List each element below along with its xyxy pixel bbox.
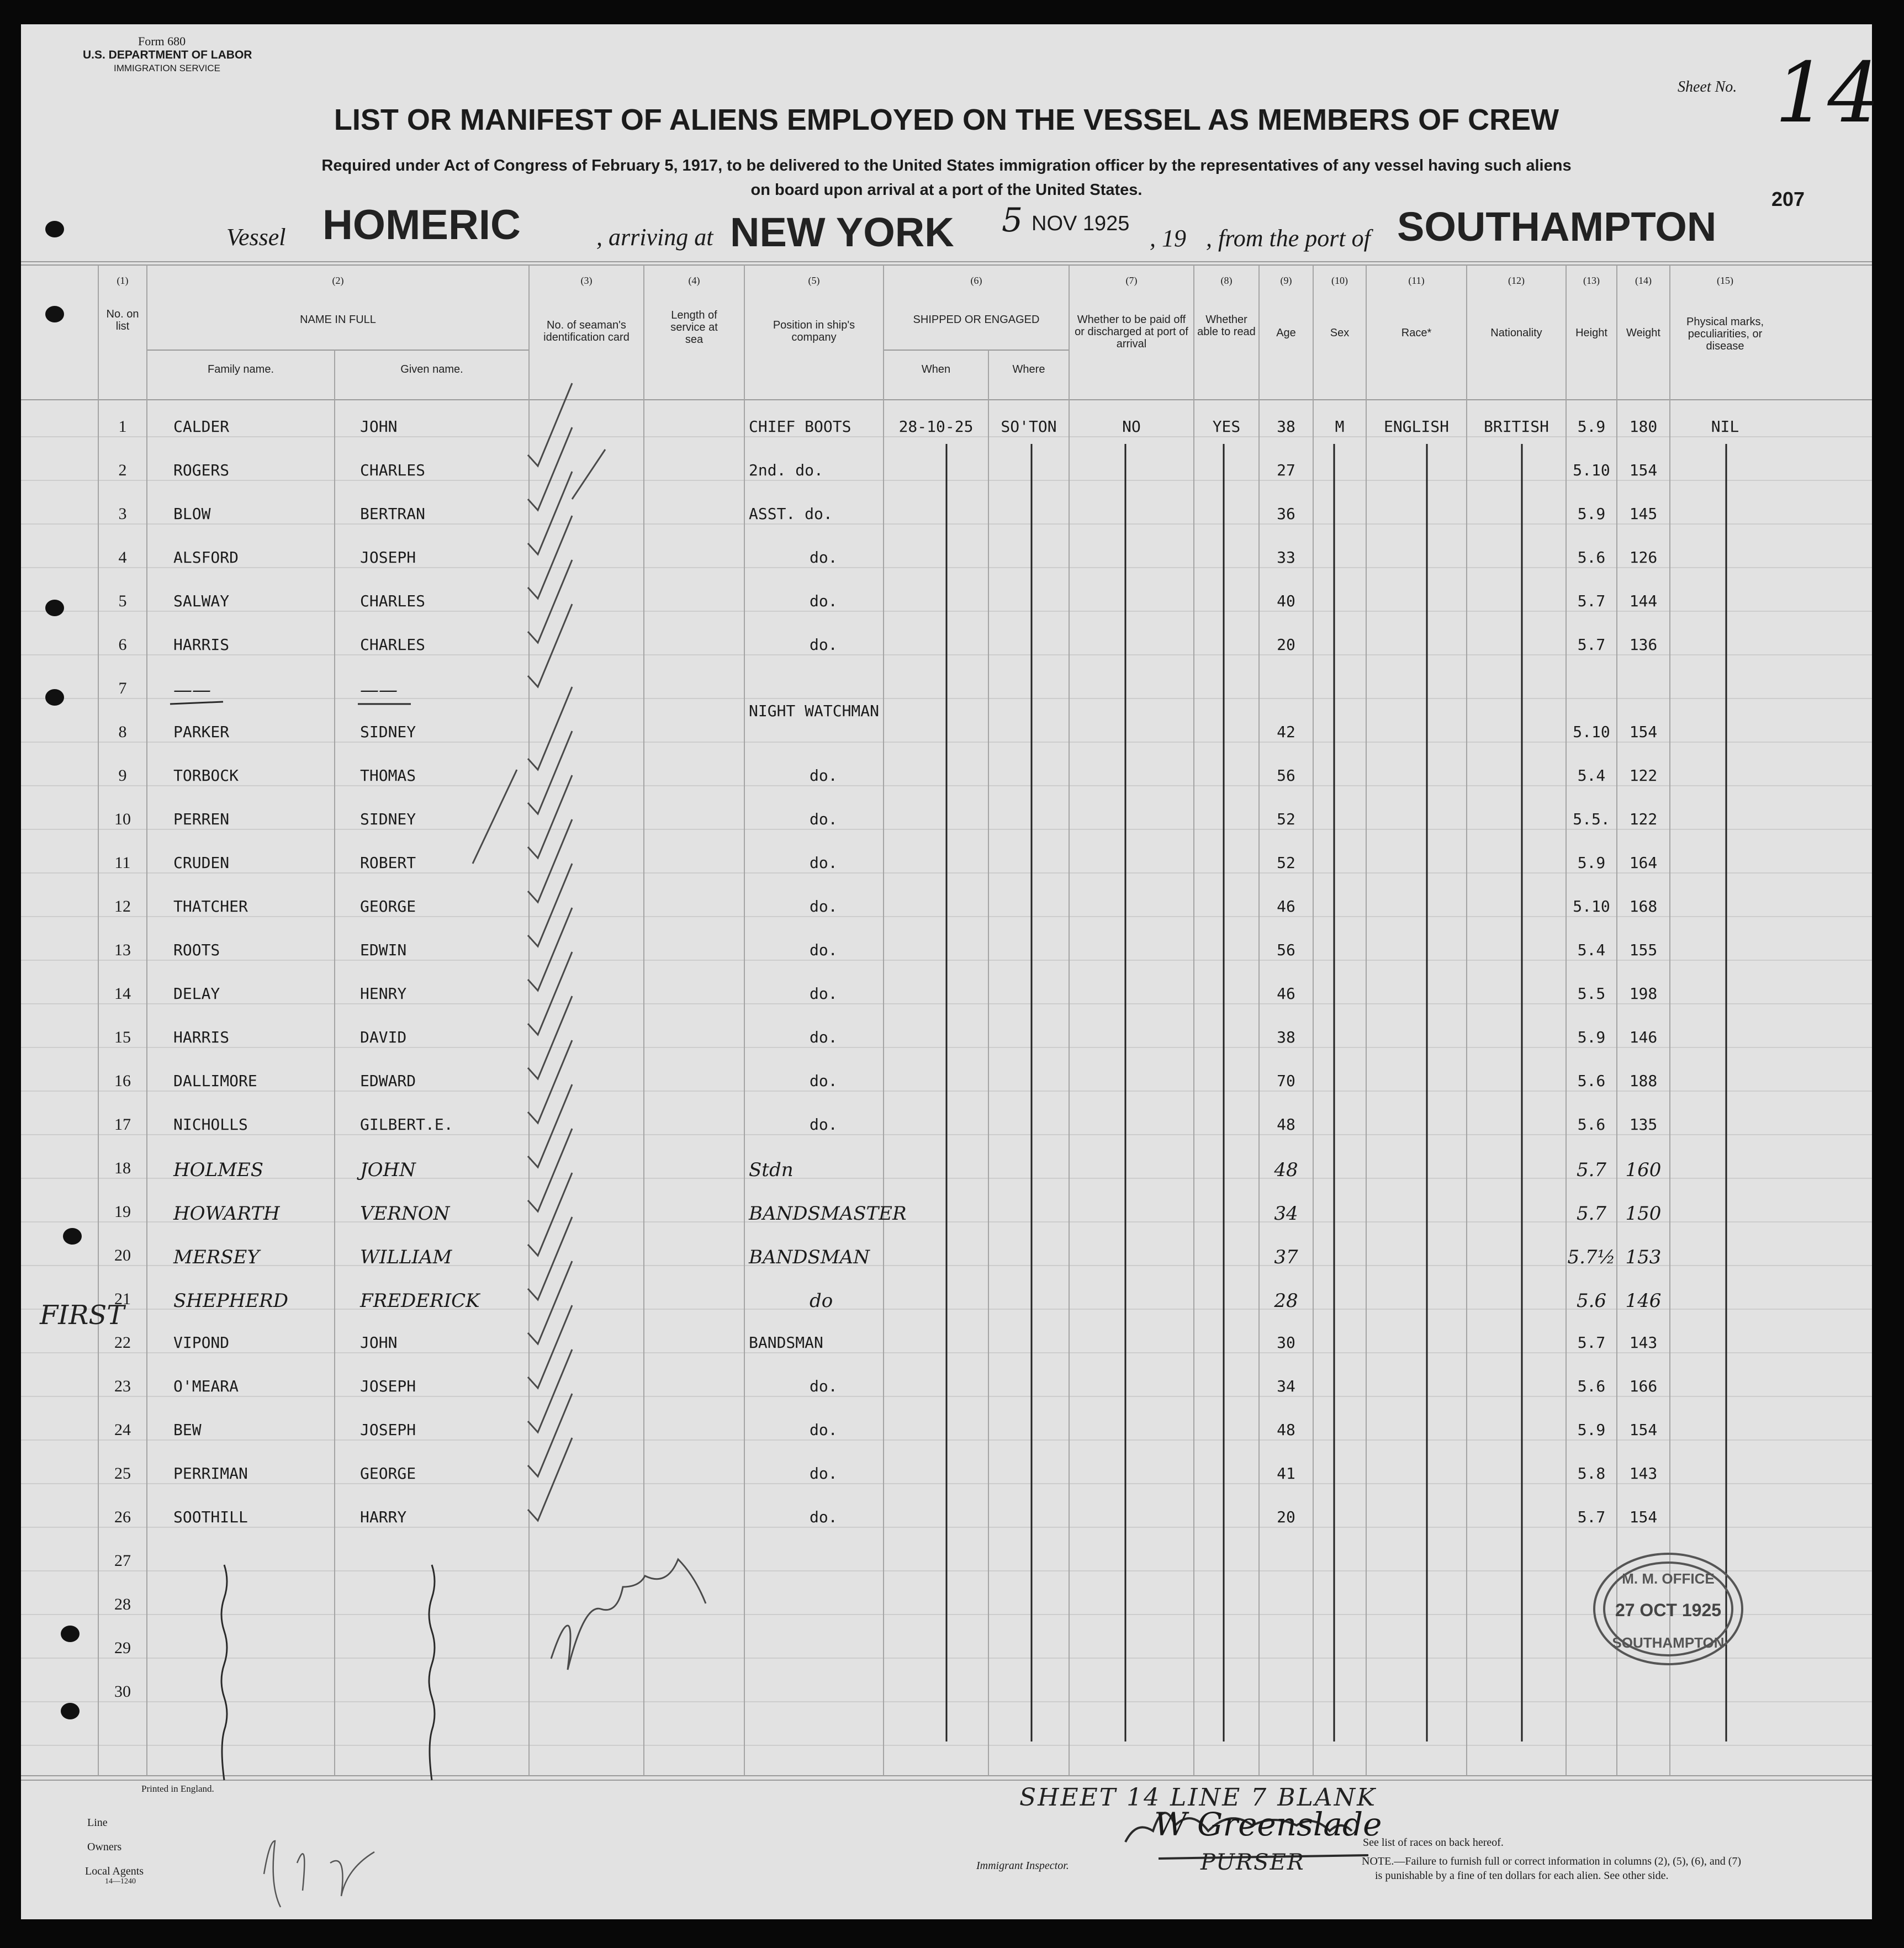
row-given: JOHN: [360, 417, 398, 436]
row-age: 20: [1277, 1508, 1295, 1526]
header-where: Where: [1012, 363, 1045, 375]
blank-line-note: SHEET 14 LINE 7 BLANK: [1019, 1783, 1377, 1812]
vessel-name: HOMERIC: [322, 202, 521, 248]
row1-physical: NIL: [1711, 417, 1739, 436]
row-no: 3: [118, 505, 127, 523]
punch-hole: [63, 1228, 82, 1245]
row-height: 5.6: [1577, 1115, 1606, 1134]
row-no: 13: [114, 941, 131, 959]
row-position: do.: [810, 854, 838, 872]
row-weight: 122: [1629, 810, 1658, 828]
header-shipped-engaged: SHIPPED OR ENGAGED: [913, 314, 1040, 326]
row-height: 5.6: [1577, 548, 1606, 567]
row-given: HENRY: [360, 984, 407, 1003]
year-label: , 19: [1150, 225, 1186, 252]
row-family: SOOTHILL: [173, 1508, 248, 1526]
row-family: DALLIMORE: [173, 1072, 257, 1090]
row-weight: 154: [1629, 1508, 1658, 1526]
row-age: 37: [1274, 1246, 1298, 1268]
row-position: BANDSMAN: [749, 1333, 823, 1352]
row-family: VIPOND: [173, 1333, 230, 1352]
row-weight: 154: [1629, 1421, 1658, 1439]
row-position: do: [810, 1290, 833, 1312]
form-number: Form 680: [138, 34, 186, 48]
row-no: 27: [114, 1552, 131, 1570]
from-port-label: , from the port of: [1206, 225, 1371, 252]
row-position: do.: [810, 941, 838, 959]
row-height: 5.9: [1577, 505, 1606, 523]
stamp-bottom: SOUTHAMPTON: [1612, 1634, 1725, 1651]
row-weight: 150: [1625, 1203, 1662, 1225]
row-given: CHARLES: [360, 592, 426, 610]
row-height: 5.4: [1577, 766, 1606, 785]
row-family: ALSFORD: [173, 548, 239, 567]
margin-note-first: FIRST: [40, 1300, 125, 1331]
row-age: 28: [1274, 1290, 1298, 1312]
row-no: 29: [114, 1639, 131, 1657]
header-height: Height: [1575, 327, 1607, 339]
row-given: GILBERT.E.: [360, 1115, 453, 1134]
row-family: TORBOCK: [173, 766, 239, 785]
arrival-date-stamp: NOV 1925: [1032, 212, 1130, 235]
row-no: 16: [114, 1072, 131, 1090]
col-num-12: (12): [1508, 275, 1525, 286]
row-given: SIDNEY: [360, 723, 416, 741]
row-age: 48: [1277, 1421, 1295, 1439]
row-no: 12: [114, 897, 131, 915]
owners-label: Owners: [87, 1841, 122, 1853]
row-height: 5.7: [1576, 1159, 1607, 1181]
row-family: MERSEY: [173, 1246, 260, 1268]
punch-hole: [61, 1626, 80, 1642]
page-number: 207: [1771, 188, 1805, 210]
row-family: PARKER: [173, 723, 230, 741]
row-no: 15: [114, 1028, 131, 1046]
row1-shipped-when: 28-10-25: [898, 417, 974, 436]
col-num-14: (14): [1635, 275, 1652, 286]
arriving-label: , arriving at: [596, 224, 713, 251]
manifest-sheet: [21, 24, 1880, 1919]
row-given: FREDERICK: [360, 1290, 480, 1312]
header-position: Position in ship's company: [773, 319, 855, 343]
punch-hole: [45, 221, 64, 237]
row-no: 2: [118, 461, 127, 479]
header-nationality: Nationality: [1490, 327, 1542, 339]
row-no: 14: [114, 984, 131, 1003]
row1-race: ENGLISH: [1383, 417, 1449, 436]
col-num-11: (11): [1408, 275, 1425, 286]
row-no: 28: [114, 1595, 131, 1613]
row-no: 20: [114, 1246, 131, 1264]
row-family: ROGERS: [173, 461, 230, 479]
row-no: 25: [114, 1464, 131, 1483]
row-height: 5.5: [1577, 984, 1606, 1003]
row-no: 4: [118, 548, 127, 567]
row-family: THATCHER: [173, 897, 248, 915]
row-family: BEW: [173, 1421, 202, 1439]
row-age: 46: [1277, 984, 1295, 1003]
row-given: SIDNEY: [360, 810, 416, 828]
row-given: EDWARD: [360, 1072, 416, 1090]
row-weight: 166: [1629, 1377, 1658, 1395]
fine-note-1: NOTE.—Failure to furnish full or correct information in columns (2), (5), (6), and (7): [1362, 1855, 1742, 1867]
header-no-on-list: No. on list: [106, 308, 139, 332]
row-weight: 188: [1629, 1072, 1658, 1090]
row-no: 19: [114, 1203, 131, 1221]
row-height: 5.7: [1577, 1508, 1606, 1526]
col-num-2: (2): [332, 275, 344, 286]
col-num-4: (4): [688, 275, 700, 286]
row-family: BLOW: [173, 505, 211, 523]
header-given-name: Given name.: [400, 363, 463, 375]
col-num-3: (3): [580, 275, 593, 286]
row-given: ROBERT: [360, 854, 416, 872]
row-weight: 136: [1629, 636, 1658, 654]
header-family-name: Family name.: [207, 363, 274, 375]
agents-code: 14—1240: [105, 1877, 136, 1886]
row-family: DELAY: [173, 984, 220, 1003]
row-family: HARRIS: [173, 1028, 230, 1046]
punch-hole: [45, 600, 64, 616]
header-name-in-full: NAME IN FULL: [300, 314, 376, 326]
row-height: 5.9: [1577, 1028, 1606, 1046]
row-position: BANDSMAN: [749, 1246, 870, 1268]
row1-sex: M: [1335, 417, 1345, 436]
row-family: PERRIMAN: [173, 1464, 248, 1483]
col-num-5: (5): [808, 275, 820, 286]
row-position: do.: [810, 766, 838, 785]
row-position: do.: [810, 810, 838, 828]
row-no: 10: [114, 810, 131, 828]
row-age: 33: [1277, 548, 1295, 567]
row-given: CHARLES: [360, 461, 426, 479]
row-age: 34: [1277, 1377, 1295, 1395]
row-height: 5.7½: [1567, 1246, 1616, 1268]
col-num-10: (10): [1331, 275, 1348, 286]
row-weight: 153: [1625, 1246, 1662, 1268]
sheet-number: 14: [1775, 45, 1880, 141]
row-height: 5.5.: [1573, 810, 1610, 828]
row-position: do.: [810, 548, 838, 567]
service-name: IMMIGRATION SERVICE: [114, 63, 221, 73]
row-given: VERNON: [360, 1203, 450, 1225]
row-family: O'MEARA: [173, 1377, 239, 1395]
row-age: 52: [1277, 810, 1295, 828]
form-subtitle-2: on board upon arrival at a port of the United States.: [750, 181, 1143, 199]
header-physical: Physical marks, peculiarities, or disease: [1686, 316, 1764, 352]
row-family: PERREN: [173, 810, 230, 828]
department-name: U.S. DEPARTMENT OF LABOR: [83, 49, 252, 61]
fine-note-2: is punishable by a fine of ten dollars for each alien. See other side.: [1375, 1870, 1669, 1882]
stamp-top: M. M. OFFICE: [1622, 1570, 1715, 1587]
row-no: 9: [118, 766, 127, 785]
col-num-8: (8): [1220, 275, 1233, 286]
row-age: 56: [1277, 941, 1295, 959]
row-family: HOLMES: [173, 1159, 264, 1181]
row-given: GEORGE: [360, 1464, 416, 1483]
row-height: 5.7: [1577, 636, 1606, 654]
row-age: 56: [1277, 766, 1295, 785]
row-position: 2nd. do.: [749, 461, 823, 479]
row-age: 36: [1277, 505, 1295, 523]
row-position: do.: [810, 592, 838, 610]
row-position: do.: [810, 897, 838, 915]
row-position: do.: [810, 1421, 838, 1439]
row-no: 8: [118, 723, 127, 741]
punch-hole: [45, 689, 64, 706]
row-given: JOSEPH: [360, 548, 416, 567]
row-no: 26: [114, 1508, 131, 1526]
header-weight: Weight: [1626, 327, 1660, 339]
row-weight: 164: [1629, 854, 1658, 872]
row-position: ASST. do.: [749, 505, 833, 523]
row1-paid-off: NO: [1122, 417, 1141, 436]
arrival-day: 5: [1002, 201, 1023, 240]
row-position: do.: [810, 1115, 838, 1134]
row1-able-read: YES: [1212, 417, 1241, 436]
row-family: HOWARTH: [173, 1203, 280, 1225]
row-age: 52: [1277, 854, 1295, 872]
purser-signature: W Greenslade: [1154, 1806, 1382, 1843]
row-no: 21: [114, 1290, 131, 1308]
row1-nationality: BRITISH: [1483, 417, 1549, 436]
punch-hole: [61, 1703, 80, 1719]
row-age: 30: [1277, 1333, 1295, 1352]
row-weight: 198: [1629, 984, 1658, 1003]
row-family: NICHOLLS: [173, 1115, 248, 1134]
row-age: 38: [1277, 1028, 1295, 1046]
row-position: do.: [810, 1464, 838, 1483]
row-age: 34: [1274, 1203, 1298, 1225]
row-weight: 144: [1629, 592, 1658, 610]
row-given: CHARLES: [360, 636, 426, 654]
row-height: 5.6: [1577, 1377, 1606, 1395]
row-weight: 154: [1629, 723, 1658, 741]
row-given: JOHN: [360, 1159, 416, 1181]
row-height: 5.7: [1577, 592, 1606, 610]
row-weight: 168: [1629, 897, 1658, 915]
row-no: 1: [118, 417, 127, 436]
row-height: 5.9: [1577, 1421, 1606, 1439]
row-position: do.: [810, 984, 838, 1003]
row-height: 5.10: [1573, 723, 1610, 741]
vessel-label: Vessel: [226, 224, 286, 251]
row-height: 5.10: [1573, 897, 1610, 915]
header-able-read: Whether able to read: [1197, 314, 1256, 338]
header-id-card: No. of seaman's identification card: [543, 319, 630, 343]
stamp-date: 27 OCT 1925: [1615, 1600, 1722, 1620]
row-position: do.: [810, 1377, 838, 1395]
row-given: THOMAS: [360, 766, 416, 785]
row-position: do.: [810, 636, 838, 654]
row-given: DAVID: [360, 1028, 407, 1046]
races-note: See list of races on back hereof.: [1363, 1836, 1504, 1849]
row-given: JOHN: [360, 1333, 398, 1352]
arrival-port: NEW YORK: [730, 209, 954, 255]
row-position: do.: [810, 1072, 838, 1090]
col-num-1: (1): [117, 275, 129, 286]
row-height: 5.6: [1576, 1290, 1607, 1312]
row-given: JOSEPH: [360, 1377, 416, 1395]
row-age: 38: [1277, 417, 1295, 436]
row-height: 5.7: [1576, 1203, 1607, 1225]
row-age: 20: [1277, 636, 1295, 654]
row-weight: 135: [1629, 1115, 1658, 1134]
row-given: JOSEPH: [360, 1421, 416, 1439]
row-age: 48: [1274, 1159, 1298, 1181]
row-weight: 126: [1629, 548, 1658, 567]
row-age: 27: [1277, 461, 1295, 479]
purser-label: PURSER: [1200, 1850, 1305, 1875]
row-no: 17: [114, 1115, 131, 1134]
form-subtitle-1: Required under Act of Congress of February 5, 1917, to be delivered to the United States immigration officer by the representatives of any vessel having such aliens: [321, 157, 1572, 174]
row-family: SALWAY: [173, 592, 230, 610]
header-race: Race*: [1401, 327, 1432, 339]
row-given: ——: [360, 679, 398, 701]
punch-hole: [45, 306, 64, 322]
row-family: ——: [173, 679, 211, 701]
row-no: 23: [114, 1377, 131, 1395]
row-height: 5.8: [1577, 1464, 1606, 1483]
row-age: 42: [1277, 723, 1295, 741]
row-weight: 154: [1629, 461, 1658, 479]
row-family: SHEPHERD: [173, 1290, 288, 1312]
col-num-7: (7): [1125, 275, 1138, 286]
row-no: 7: [118, 679, 127, 697]
inspector-label: Immigrant Inspector.: [976, 1860, 1069, 1872]
row-age: 40: [1277, 592, 1295, 610]
col-num-6: (6): [970, 275, 982, 286]
row-no: 18: [114, 1159, 131, 1177]
row-weight: 146: [1625, 1290, 1662, 1312]
row-height: 5.7: [1577, 1333, 1606, 1352]
row-height: 5.10: [1573, 461, 1610, 479]
row-height: 5.6: [1577, 1072, 1606, 1090]
row-height: 5.4: [1577, 941, 1606, 959]
row-age: 41: [1277, 1464, 1295, 1483]
row-weight: 143: [1629, 1333, 1658, 1352]
row-no: 11: [114, 854, 131, 872]
row-age: 48: [1277, 1115, 1295, 1134]
col-num-9: (9): [1280, 275, 1292, 286]
row-given: GEORGE: [360, 897, 416, 915]
row-weight: 146: [1629, 1028, 1658, 1046]
row-given: WILLIAM: [360, 1246, 452, 1268]
row-family: ROOTS: [173, 941, 220, 959]
row-height: 5.9: [1577, 854, 1606, 872]
row1-shipped-where: SO'TON: [1001, 417, 1057, 436]
row-given: EDWIN: [360, 941, 407, 959]
row-family: HARRIS: [173, 636, 230, 654]
form-title: LIST OR MANIFEST OF ALIENS EMPLOYED ON THE VESSEL AS MEMBERS OF CREW: [334, 103, 1559, 136]
row-position: BANDSMASTER: [749, 1203, 907, 1225]
row-age: 70: [1277, 1072, 1295, 1090]
row-weight: 143: [1629, 1464, 1658, 1483]
row-no: 24: [114, 1421, 131, 1439]
col-num-13: (13): [1583, 275, 1600, 286]
row-age: 46: [1277, 897, 1295, 915]
col-num-15: (15): [1717, 275, 1733, 286]
row-no: 30: [114, 1682, 131, 1701]
header-paid-off: Whether to be paid off or discharged at port of arrival: [1075, 314, 1188, 350]
row-position: CHIEF BOOTS: [749, 417, 851, 436]
agents-label: Local Agents: [85, 1865, 144, 1877]
row-height: 5.9: [1577, 417, 1606, 436]
departure-port: SOUTHAMPTON: [1397, 204, 1717, 250]
row-given: HARRY: [360, 1508, 407, 1526]
row-no: 22: [114, 1333, 131, 1352]
row-position: Stdn: [749, 1159, 794, 1181]
printed-in: Printed in England.: [141, 1783, 214, 1794]
header-length-service: Length of service at sea: [670, 309, 718, 346]
row-no: 5: [118, 592, 127, 610]
row-given: BERTRAN: [360, 505, 426, 523]
row-no: 6: [118, 636, 127, 654]
row-position: do.: [810, 1028, 838, 1046]
row-weight: 160: [1625, 1159, 1662, 1181]
row-weight: 180: [1629, 417, 1658, 436]
sheet-label: Sheet No.: [1678, 78, 1737, 96]
header-sex: Sex: [1330, 327, 1350, 339]
row-position: NIGHT WATCHMAN: [749, 702, 880, 720]
row-family: CALDER: [173, 417, 230, 436]
row-position: do.: [810, 1508, 838, 1526]
header-when: When: [921, 363, 951, 375]
row-weight: 155: [1629, 941, 1658, 959]
line-label: Line: [87, 1817, 108, 1829]
header-age: Age: [1276, 327, 1296, 339]
row-family: CRUDEN: [173, 854, 230, 872]
row-weight: 145: [1629, 505, 1658, 523]
row-weight: 122: [1629, 766, 1658, 785]
